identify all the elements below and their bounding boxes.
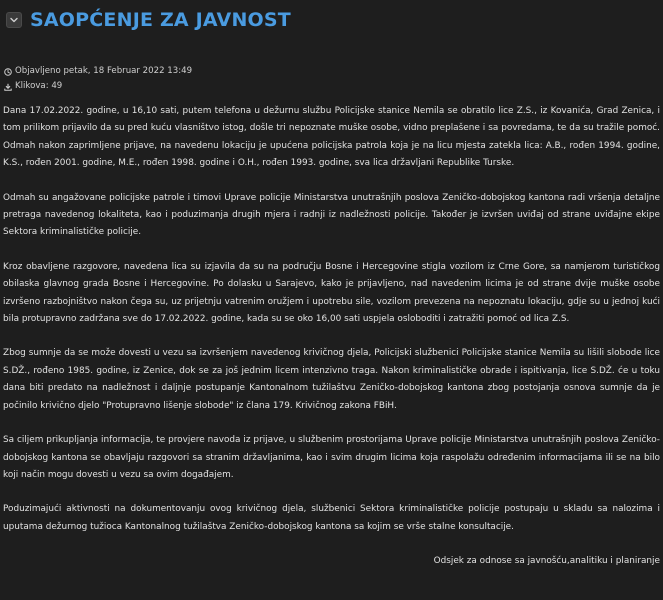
article-paragraph: Sa ciljem prikupljanja informacija, te provjere navoda iz prijave, u službenim prostorijama Uprave policije Ministarstva unutrašnjih poslova Zeničko-dobojskog kantona se obavljaju razgovori sa stranim državljanima, kao i svim drugim licima koja raspolažu određenim informacijama ili se na bilo koji način mogu dovesti u vezu sa ovim događajem. — [3, 435, 660, 480]
hits-row — [3, 79, 660, 94]
article-paragraph: Odmah su angažovane policijske patrole i timovi Uprave policije Ministarstva unutrašnjih poslova Zeničko-dobojskog kantona radi vršenja detaljne pretraga navedenog lokaliteta, kao i poduzimanja drugih mjera i radnji iz nadležnosti policije. Također je izvršen uviđaj od strane uviđajne ekipe Sektora kriminalističke policije. — [3, 192, 660, 238]
hit-count: Klikova: 49 — [15, 81, 63, 91]
article-paragraph: Dana 17.02.2022. godine, u 16,10 sati, putem telefona u dežurnu službu Policijske stanice Nemila se obratilo lice Z.S., iz Kovanića, Grad Zenica, i tom prilikom prijavilo da su pred kuću vlasništvo istog, došle tri nepoznate muške osobe, vidno preplašene i sa povredama, te da su tražile pomoć. Odmah nakon zaprimljene prijave, na navedenu lokaciju je upućena policijska patrola koja je na licu mjesta zatekla lica: A.B., rođen 1994. godine, K.S., rođen 2001. godine, M.E., rođen 1998. godine i O.H., rođen 1993. godine, sva lica državljani Republike Turske. — [3, 106, 660, 169]
article-paragraph: Zbog sumnje da se može dovesti u vezu sa izvršenjem navedenog krivičnog djela, Policijski službenici Policijske stanice Nemila su lišili slobode lice S.DŽ., rođeno 1985. godine, iz Zenice, dok se za još jednim licem intenzivno traga. Nakon kriminalističke obrade i ispitivanja, lice S.DŽ. će u toku dana biti predato na nadležnost i daljnje postupanje Kantonalnom tužilaštvu Zeničko-dobojskog kantona zbog postojanja osnova sumnje da je počinilo krivično djelo "Protupravno lišenje slobode" iz člana 179. Krivičnog zakona FBiH. — [3, 348, 660, 411]
article-title: SAOPĆENJE ZA JAVNOST — [30, 9, 291, 31]
download-icon — [3, 82, 12, 91]
article-signature: Odsjek za odnose sa javnošću,analitiku i planiranje — [433, 556, 660, 567]
published-date: Objavljeno petak, 18 Februar 2022 13:49 — [15, 66, 193, 76]
published-row — [3, 64, 660, 79]
article-header — [3, 0, 660, 40]
article-paragraph: Poduzimajući aktivnosti na dokumentovanju ovog krivičnog djela, službenici Sektora kriminalističke policije postupaju u skladu sa nalozima i uputama dežurnog tužioca Kantonalnog tužilaštva Zeničko-dobojskog kantona sa kojim se vrše stalne konsultacije. — [3, 504, 660, 532]
article-paragraph: Kroz obavljene razgovore, navedena lica su izjavila da su na području Bosne i Hercegovine stigla vozilom iz Crne Gore, sa namjerom turističkog obilaska glavnog grada Bosne i Hercegovine. Po dolasku u Sarajevo, kako je prijavljeno, nad navedenim licima je od strane dvije muške osobe izvršeno razbojništvo nakon čega su, uz prijetnju vatrenim oružjem i upotrebu sile, vozilom prevezena na nepoznatu lokaciju, gdje su u jednoj kući bila protupravno zadržana sve do 17.02.2022. godine, kada su se oko 16,00 sati uspjela osloboditi i zatražiti pomoć od lica Z.S. — [3, 261, 660, 325]
article-meta — [3, 64, 660, 94]
chevron-down-icon[interactable] — [6, 12, 22, 28]
clock-icon — [3, 67, 12, 76]
article-body — [3, 103, 660, 571]
